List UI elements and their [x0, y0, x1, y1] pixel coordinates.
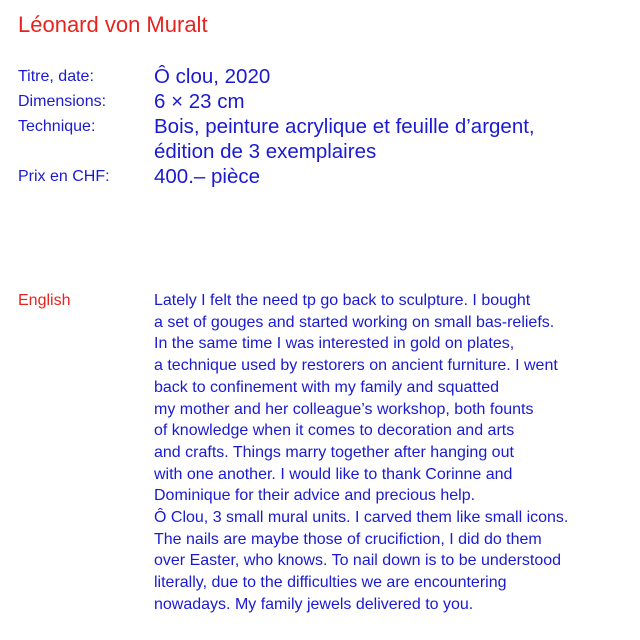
description-line: The nails are maybe those of crucifiction, I did do them [154, 530, 542, 548]
description-line: Lately I felt the need tp go back to sculpture. I bought [154, 292, 531, 309]
description-line: my mother and her colleague’s workshop, both founts [154, 400, 534, 418]
detail-value-line: Ô clou, 2020 [154, 65, 271, 88]
description-line: a technique used by restorers on ancient furniture. I went [154, 357, 558, 375]
description-line: of knowledge when it comes to decoration and arts [154, 422, 515, 440]
detail-label: Technique: [18, 118, 96, 135]
detail-value [154, 64, 270, 89]
description-line: back to confinement with my family and squatted [154, 378, 500, 396]
description-line: In the same time I was interested in gold on plates, [154, 335, 515, 353]
description-line: Ô Clou, 3 small mural units. I carved them like small icons. [154, 509, 569, 527]
description-line: with one another. I would like to thank Corinne and [154, 465, 513, 483]
detail-value-line: 6 × 23 cm [154, 90, 245, 113]
detail-value-line: édition de 3 exemplaires [154, 140, 377, 163]
description-line: a set of gouges and started working on small bas-reliefs. [154, 313, 555, 331]
detail-value [154, 89, 245, 114]
artwork-details [18, 64, 628, 189]
description-line: and crafts. Things marry together after hanging out [154, 443, 514, 461]
detail-row-price [18, 164, 628, 189]
detail-value-line: 400.– pièce [154, 165, 261, 188]
english-description [154, 290, 634, 616]
english-section-label: English [18, 292, 71, 309]
detail-row-dimensions [18, 89, 628, 114]
detail-label: Dimensions: [18, 93, 107, 110]
artist-name: Léonard von Muralt [18, 12, 208, 37]
detail-row-title [18, 64, 628, 89]
detail-value [154, 114, 535, 164]
detail-label: Prix en CHF: [18, 168, 110, 185]
description-line: literally, due to the difficulties we are encountering [154, 574, 507, 592]
detail-label: Titre, date: [18, 68, 94, 85]
detail-value [154, 164, 260, 189]
detail-row-technique [18, 114, 628, 164]
description-line: nowadays. My family jewels delivered to you. [154, 595, 474, 613]
detail-value-line: Bois, peinture acrylique et feuille d’argent, [154, 115, 535, 138]
description-line: Dominique for their advice and precious help. [154, 487, 476, 505]
description-line: over Easter, who knows. To nail down is to be understood [154, 552, 562, 570]
